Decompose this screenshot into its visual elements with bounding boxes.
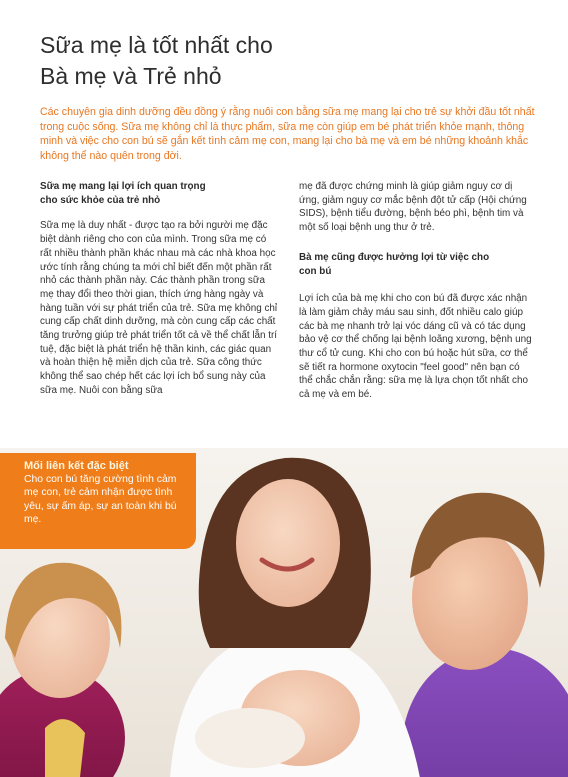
mother-face bbox=[236, 479, 340, 607]
callout-body: Cho con bú tăng cường tình cảm mẹ con, trẻ cảm nhận được tình yêu, sự ấm áp, sự an toàn khi bú mẹ. bbox=[24, 474, 177, 526]
title-line-2: Bà mẹ và Trẻ nhỏ bbox=[40, 63, 222, 89]
section-2-body: Lợi ích của bà mẹ khi cho con bú đã được xác nhận là làm giảm chảy máu sau sinh, đốt nhiều calo giúp các bà mẹ nhanh trở lại vóc dáng cũ và có tác dụng bảo vệ cơ thể chống lại bệnh loãng xương, bệnh ung thư cổ tử cung. Khi cho con bú hoặc hút sữa, cơ thể sẽ tiết ra hormone oxytocin "feel good" nên bạn có thể chắc chắn rằng: sữa mẹ là lựa chọn tốt nhất cho cả mẹ và em bé. bbox=[299, 293, 532, 401]
page-title bbox=[40, 30, 520, 92]
toy bbox=[45, 719, 85, 777]
section-2-heading-line-1: Bà mẹ cũng được hưởng lợi từ việc cho bbox=[299, 251, 490, 263]
left-column bbox=[40, 180, 280, 410]
section-1-heading-line-2: cho sức khỏe của trẻ nhỏ bbox=[40, 194, 161, 206]
right-column bbox=[299, 180, 535, 414]
section-1-heading bbox=[40, 180, 280, 207]
intro-paragraph: Các chuyên gia dinh dưỡng đều đồng ý rằng nuôi con bằng sữa mẹ mang lại cho trẻ sự khởi đầu tốt nhất trong cuộc sống. Sữa mẹ không chỉ là thực phẩm, sữa mẹ còn giúp em bé phát triển khỏe mạnh, thông minh và việc cho con bú sẽ gắn kết tình cảm mẹ con, mang lại cho bà mẹ và em bé những khoảnh khắc không thể nào quên trong đời. bbox=[40, 106, 535, 162]
section-2-heading bbox=[299, 251, 535, 278]
callout-title: Mối liên kết đặc biệt bbox=[24, 460, 129, 472]
section-1-heading-line-1: Sữa mẹ mang lại lợi ích quan trọng bbox=[40, 181, 206, 192]
callout-box bbox=[0, 453, 196, 549]
title-line-1: Sữa mẹ là tốt nhất cho bbox=[40, 32, 273, 58]
section-1-body: Sữa mẹ là duy nhất - được tạo ra bởi người mẹ đặc biệt dành riêng cho con của mình. Trong sữa mẹ có rất nhiều thành phần khác nhau mà các nhà khoa học ước tính rằng chúng ta mới chỉ biết đến một phần rất nhỏ các thành phần này. Các thành phần trong sữa mẹ thay đổi theo thời gian, thích ứng hàng ngày và hàng tuần với sự phát triển của trẻ. Sữa mẹ không chỉ cung cấp chất dinh dưỡng, mà còn cung cấp các chất tăng trưởng giúp trẻ phát triển tốt cả về thể chất lẫn trí tuệ, đặc biệt là phát triển hệ thần kinh, các giác quan và hoàn thiện hệ miễn dịch của trẻ. Sữa công thức không thể sao chép hết các lợi ích bổ sung này của sữa mẹ. Nuôi con bằng sữa bbox=[40, 220, 278, 396]
section-2-heading-line-2: con bú bbox=[299, 265, 332, 277]
section-1-body-continued: mẹ đã được chứng minh là giúp giảm nguy cơ dị ứng, giảm nguy cơ mắc bệnh đột tử cấp (Hội chứng SIDS), bệnh tiểu đường, bệnh béo phì, bệnh tim và một số loại bệnh ung thư ở trẻ. bbox=[299, 181, 527, 234]
